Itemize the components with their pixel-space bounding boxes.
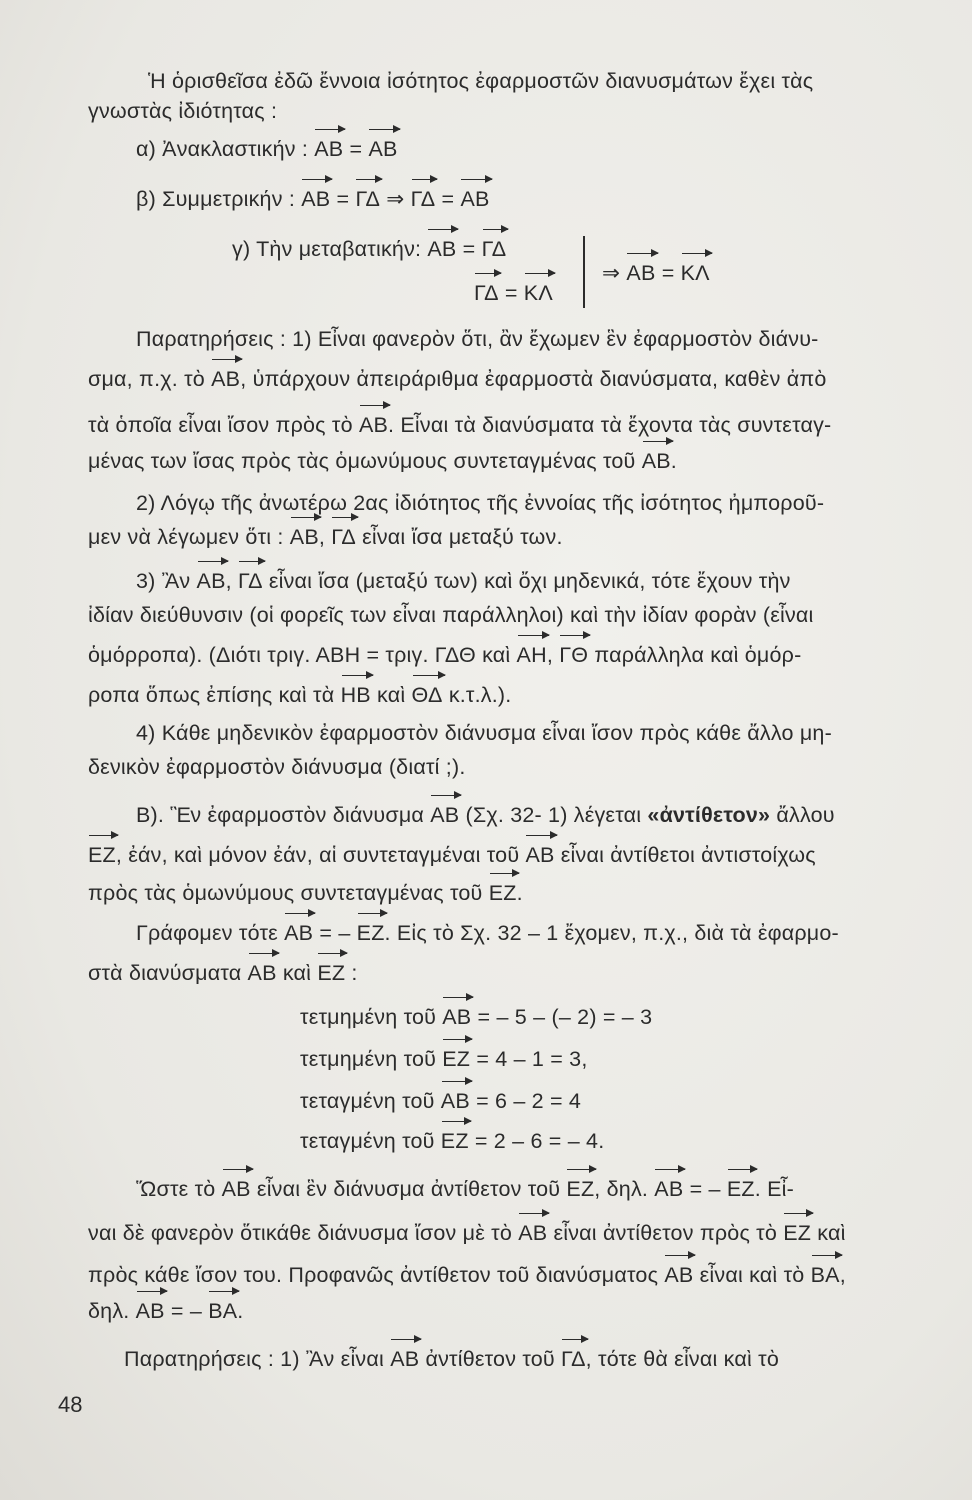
vector: ΗΒ xyxy=(341,680,371,710)
vector: AB xyxy=(368,134,397,164)
property-symmetric: β) Συμμετρικήν : AB = ΓΔ ⇒ ΓΔ = AB xyxy=(136,184,490,214)
vector: AB xyxy=(359,410,388,440)
vector: AB xyxy=(460,184,489,214)
text-line: Ἡ ὁρισθεῖσα ἐδῶ ἔννοια ἰσότητος ἐφαρμοστῶν διανυσμάτων ἔχει τὰς xyxy=(148,69,814,93)
text-line: μένας των ἴσας πρὸς τὰς ὁμωνύμους συντεταγμένας τοῦ AB. xyxy=(88,446,677,476)
vector: ΚΛ xyxy=(681,258,710,288)
vector: AB xyxy=(654,1174,683,1204)
page-number: 48 xyxy=(58,1392,83,1417)
text-line: γνωστὰς ἰδιότητας : xyxy=(88,99,278,123)
vector: AB xyxy=(430,800,459,830)
text-line: στὰ διανύσματα AB καὶ ΕΖ : xyxy=(88,958,358,988)
text-line: ναι δὲ φανερὸν ὅτικάθε διάνυσμα ἴσον μὲ τὸ AB εἶναι ἀντίθετον πρὸς τὸ ΕΖ καὶ xyxy=(88,1218,846,1248)
text-line: Β). Ἓν ἐφαρμοστὸν διάνυσμα AB (Σχ. 32- 1) λέγεται «ἀντίθετον» ἄλλου xyxy=(136,800,835,830)
equation-line: τεταγμένη τοῦ ΕΖ = 2 – 6 = – 4. xyxy=(300,1126,604,1156)
vector: AB xyxy=(197,566,226,596)
vector: AB xyxy=(222,1174,251,1204)
text-line: σμα, π.χ. τὸ AB, ὑπάρχουν ἀπειράριθμα ἐφαρμοστὰ διανύσματα, καθὲν ἀπὸ xyxy=(88,364,827,394)
brace xyxy=(583,236,585,308)
vector: AB xyxy=(136,1296,165,1326)
vector: ΚΛ xyxy=(524,278,553,308)
vector: AB xyxy=(664,1260,693,1290)
vector: AB xyxy=(248,958,277,988)
vector: ΕΖ xyxy=(441,1126,469,1156)
text-line: ροπα ὅπως ἐπίσης καὶ τὰ ΗΒ καὶ ΘΔ κ.τ.λ.). xyxy=(88,680,511,710)
vector: ΘΔ xyxy=(412,680,443,710)
emphasis-term: «ἀντίθετον» xyxy=(647,803,771,827)
vector: ΕΖ xyxy=(783,1218,811,1248)
vector: ΑΗ xyxy=(517,640,547,670)
vector: ΕΖ xyxy=(442,1044,470,1074)
vector: ΓΔ xyxy=(411,184,436,214)
text-line: μεν νὰ λέγωμεν ὅτι : AB, ΓΔ εἶναι ἴσα μεταξύ των. xyxy=(88,522,563,552)
vector: AB xyxy=(290,522,319,552)
vector: ΕΖ xyxy=(566,1174,594,1204)
vector: ΕΖ xyxy=(727,1174,755,1204)
vector: AB xyxy=(301,184,330,214)
property-transitive-result: ⇒ AB = ΚΛ xyxy=(602,258,710,288)
vector: ΕΖ xyxy=(88,840,116,870)
text-line: Παρατηρήσεις : 1) Ἂν εἶναι AB ἀντίθετον τοῦ ΓΔ, τότε θὰ εἶναι καὶ τὸ xyxy=(124,1344,779,1374)
vector: ΓΘ xyxy=(559,640,588,670)
text-line: ἰδίαν διεύθυνσιν (οἱ φορεῖς των εἶναι παράλληλοι) καὶ τὴν ἰδίαν φορὰν (εἶναι xyxy=(88,603,814,627)
equation-line: τετμημένη τοῦ ΕΖ = 4 – 1 = 3, xyxy=(300,1044,588,1074)
text-line: δενικὸν ἐφαρμοστὸν διάνυσμα (διατί ;). xyxy=(88,755,466,779)
vector: AB xyxy=(427,234,456,264)
vector: ΓΔ xyxy=(561,1344,586,1374)
property-transitive: γ) Τὴν μεταβατικήν: AB = ΓΔ xyxy=(232,234,506,264)
vector: ΕΖ xyxy=(317,958,345,988)
text-line: πρὸς τὰς ὁμωνύμους συντεταγμένας τοῦ ΕΖ. xyxy=(88,878,523,908)
text-line: Ὥστε τὸ AB εἶναι ἓν διάνυσμα ἀντίθετον τοῦ ΕΖ, δηλ. AB = – ΕΖ. Εἶ- xyxy=(136,1174,794,1204)
vector: ΕΖ xyxy=(489,878,517,908)
text-line: Παρατηρήσεις : 1) Εἶναι φανερὸν ὅτι, ἂν ἔχωμεν ἓν ἐφαρμοστὸν διάνυ- xyxy=(136,327,819,351)
vector: ΓΔ xyxy=(355,184,380,214)
vector: AB xyxy=(211,364,240,394)
vector: ΕΖ xyxy=(357,918,385,948)
vector: AB xyxy=(441,1086,470,1116)
vector: AB xyxy=(314,134,343,164)
text-line: Γράφομεν τότε AB = – ΕΖ. Εἰς τὸ Σχ. 32 – 1 ἔχομεν, π.χ., διὰ τὰ ἐφαρμο- xyxy=(136,918,839,948)
text-line: ὁμόρροπα). (Διότι τριγ. ΑΒΗ = τριγ. ΓΔΘ καὶ ΑΗ, ΓΘ παράλληλα καὶ ὁμόρ- xyxy=(88,640,801,670)
vector: AB xyxy=(442,1002,471,1032)
vector: AB xyxy=(390,1344,419,1374)
text-line: τὰ ὁποῖα εἶναι ἴσον πρὸς τὸ AB. Εἶναι τὰ διανύσματα τὰ ἔχοντα τὰς συντεταγ- xyxy=(88,410,831,440)
text-line: ΕΖ, ἐάν, καὶ μόνον ἐάν, αἱ συντεταγμέναι τοῦ AB εἶναι ἀντίθετοι ἀντιστοίχως xyxy=(88,840,816,870)
text-line: πρὸς κάθε ἴσον του. Προφανῶς ἀντίθετον τοῦ διανύσματος AB εἶναι καὶ τὸ ΒΑ, xyxy=(88,1260,846,1290)
vector: ΒΑ xyxy=(208,1296,237,1326)
text-line: 3) Ἂν AB, ΓΔ εἶναι ἴσα (μεταξύ των) καὶ ὄχι μηδενικά, τότε ἔχουν τὴν xyxy=(136,566,791,596)
vector: AB xyxy=(518,1218,547,1248)
vector: ΓΔ xyxy=(482,234,507,264)
vector: AB xyxy=(525,840,554,870)
vector: ΓΔ xyxy=(474,278,499,308)
text-line: δηλ. AB = – ΒΑ. xyxy=(88,1296,243,1326)
vector: ΓΔ xyxy=(238,566,263,596)
vector: ΓΔ xyxy=(331,522,356,552)
vector: AB xyxy=(642,446,671,476)
vector: AB xyxy=(284,918,313,948)
vector: ΒΑ xyxy=(811,1260,840,1290)
text-line: 2) Λόγῳ τῆς ἀνωτέρω 2ας ἰδιότητος τῆς ἐννοίας τῆς ἰσότητος ἠμποροῦ- xyxy=(136,491,825,515)
property-reflexive: α) Ἀνακλαστικήν : AB = AB xyxy=(136,134,398,164)
property-transitive-second: ΓΔ = ΚΛ xyxy=(474,278,553,308)
equation-line: τετμημένη τοῦ AB = – 5 – (– 2) = – 3 xyxy=(300,1002,652,1032)
equation-line: τεταγμένη τοῦ AB = 6 – 2 = 4 xyxy=(300,1086,581,1116)
text-line: 4) Κάθε μηδενικὸν ἐφαρμοστὸν διάνυσμα εἶναι ἴσον πρὸς κάθε ἄλλο μη- xyxy=(136,721,832,745)
vector: AB xyxy=(626,258,655,288)
